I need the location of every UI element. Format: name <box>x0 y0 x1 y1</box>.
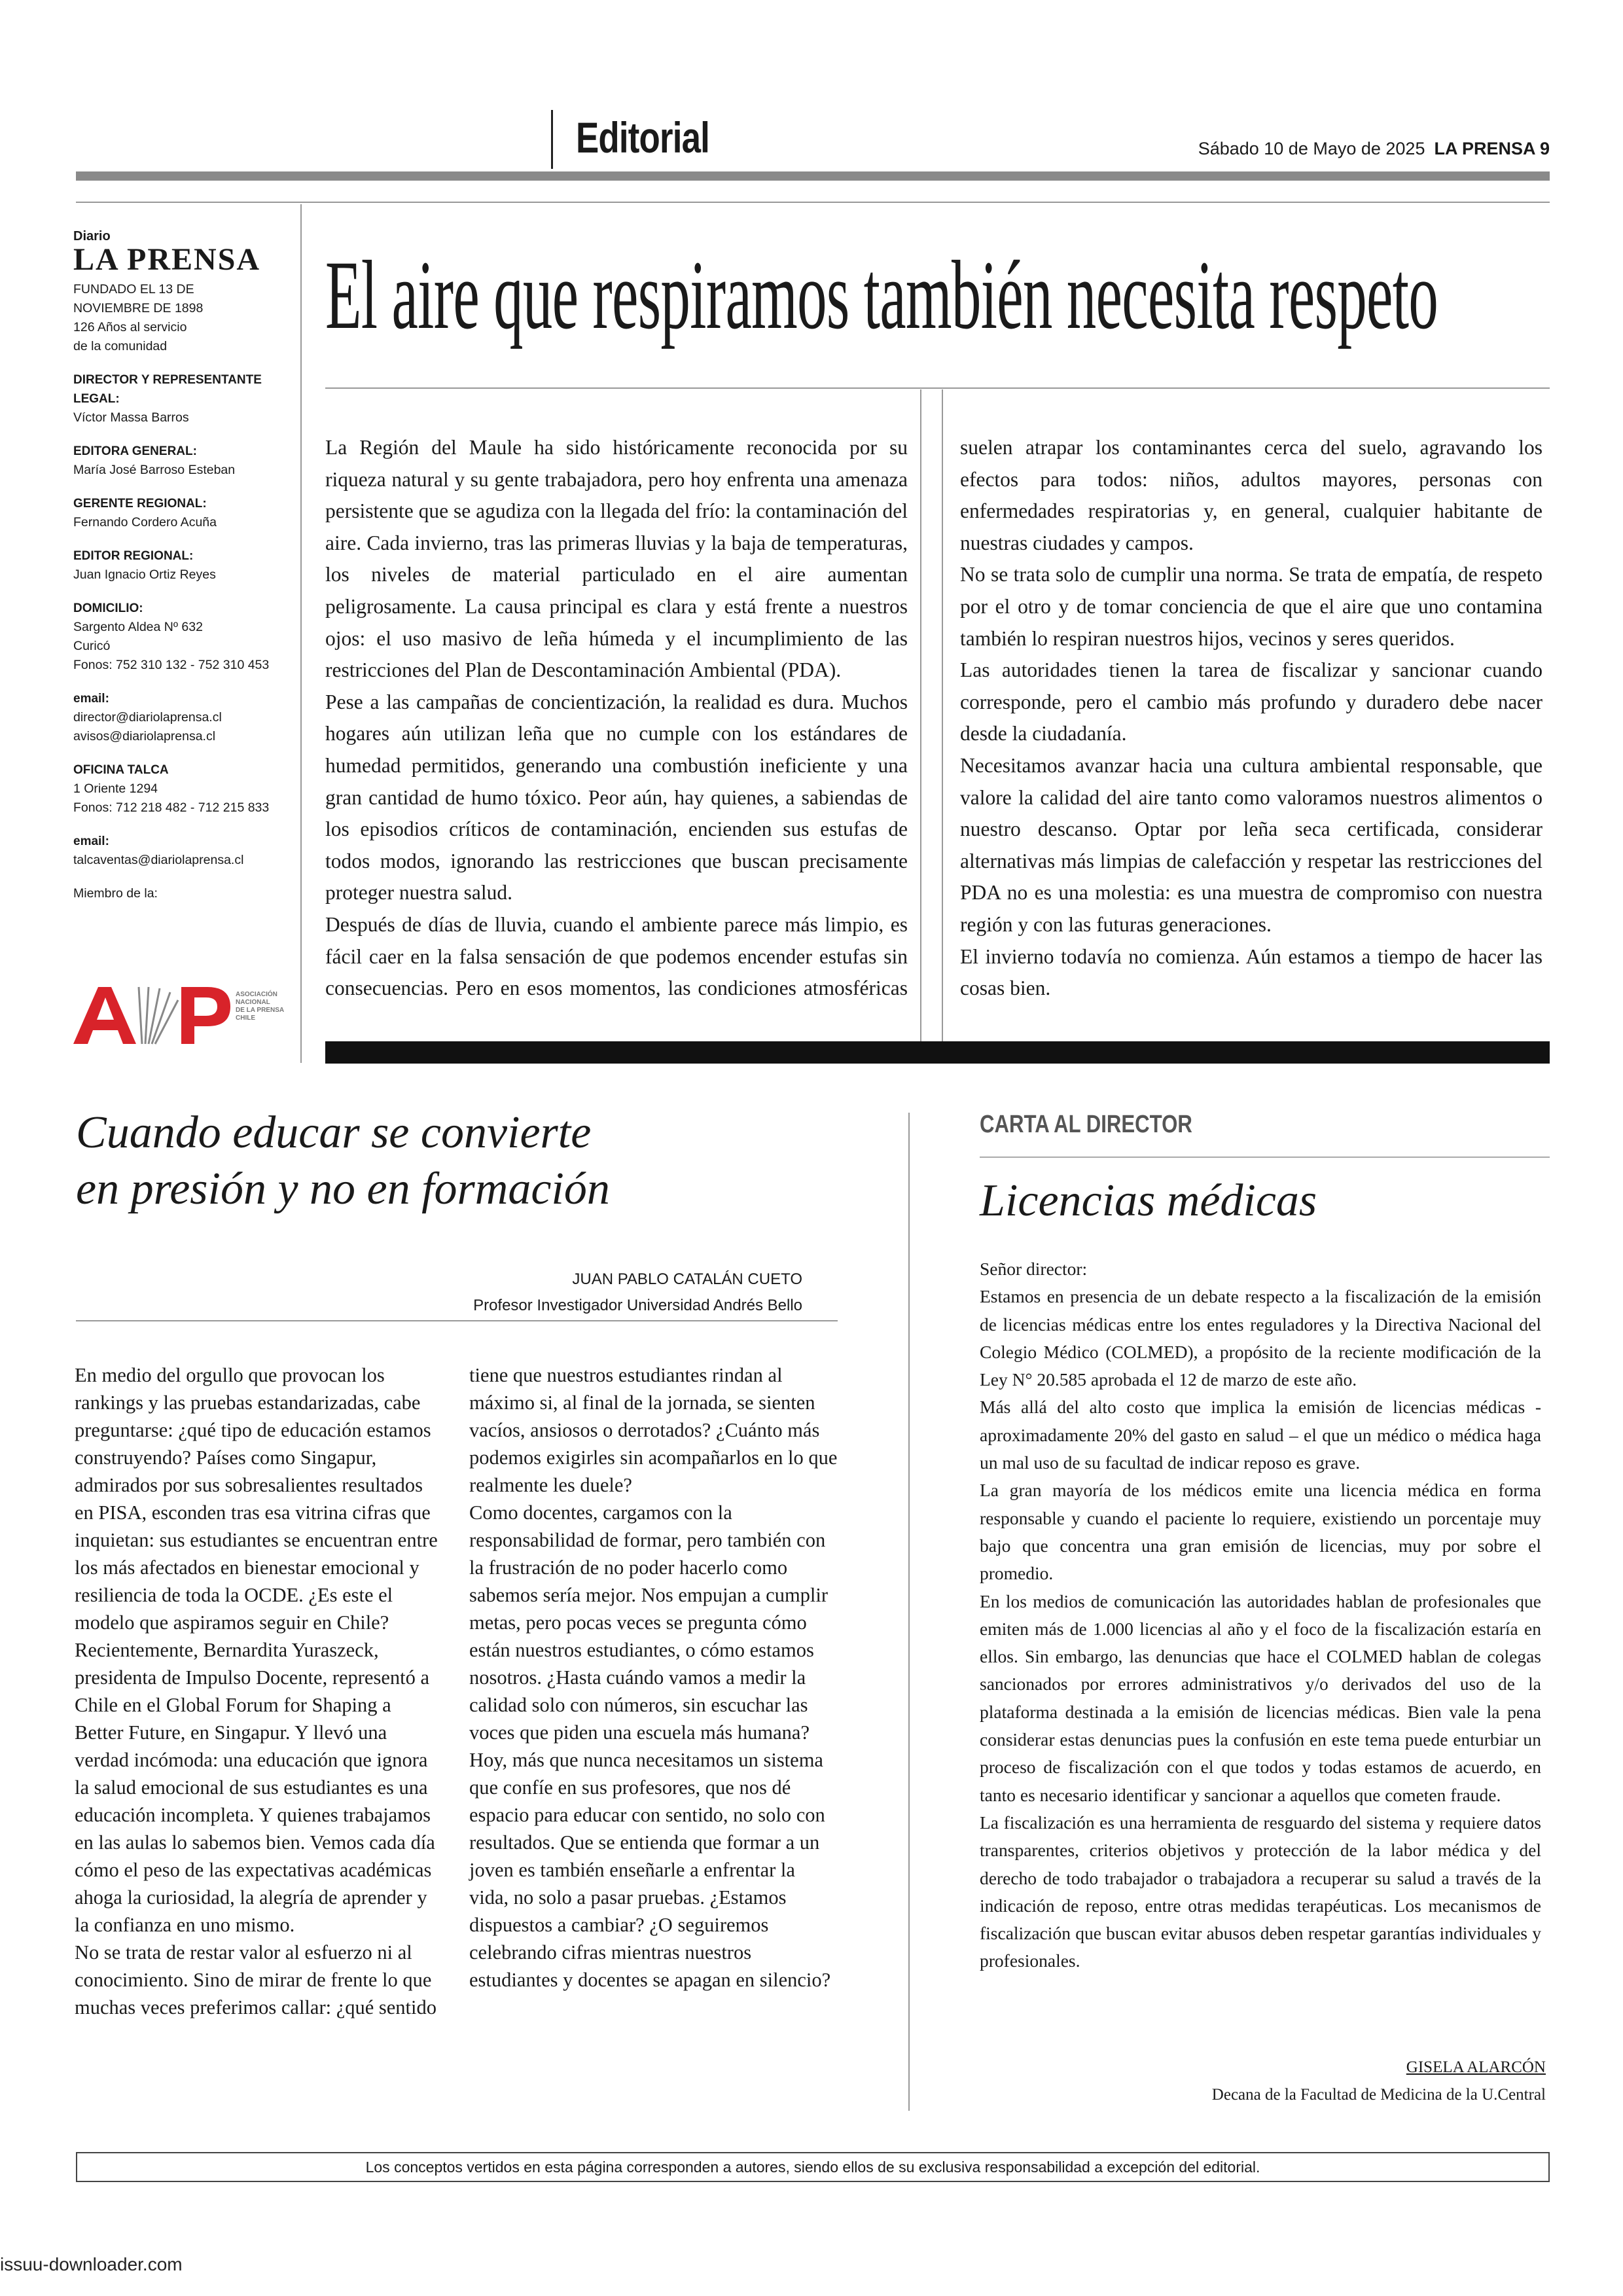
paragraph: El invierno todavía no comienza. Aún estamos a tiempo de hacer las cosas bien. <box>960 944 1543 1000</box>
paragraph: Pese a las campañas de concientización, la realidad es dura. Muchos hogares aún utilizan leña que no cumple con los estándares de humedad permitidos, generando una combustión ineficiente y una gran cantidad de humo tóxico. Peor aún, hay quienes, a sabiendas de los episodios críticos de contaminación, encienden sus estufas de todos modos, ignorando las restricciones que buscan precisamente proteger nuestra salud. <box>325 690 908 905</box>
disclaimer-footer: Los conceptos vertidos en esta página corresponden a autores, siendo ellos de su exclusiva responsabilidad a excepción del editorial. <box>76 2152 1550 2182</box>
info-value: Fernando Cordero Acuña <box>73 515 217 529</box>
signature-name: GISELA ALARCÓN <box>1406 2058 1546 2076</box>
sidebar-info-block <box>73 689 296 746</box>
paragraph: La gran mayoría de los médicos emite una licencia médica en forma responsable y cuando el paciente lo requiere, existiendo un porcentaje muy bajo que concentra una gran emisión de licencias, muy por sobre el promedio. <box>980 1480 1541 1584</box>
byline <box>473 1266 802 1319</box>
watermark: issuu-downloader.com <box>0 2254 183 2274</box>
paragraph: No se trata de restar valor al esfuerzo ni al conocimiento. Sino de mirar de frente lo que muchas veces preferimos callar: ¿qué sentido tiene que nuestros estudiantes rindan al máximo si, al final de la jornada, se sienten vacíos, ansiosos o derrotados? ¿Cuánto más podemos exigirles sin acompañarlos en lo que realmente les duele? <box>75 1364 838 2018</box>
paragraph: Recientemente, Bernardita Yuraszeck, presidenta de Impulso Docente, representó a Chile en el Global Forum for Shaping a Better Future, en Singapur. Y llevó una verdad incómoda: una educación que ignora la salud emocional de sus estudiantes es una educación incompleta. Y quienes trabajamos en las aulas lo sabemos bien. Vemos cada día cómo el peso de las expectativas académicas ahoga la curiosidad, la alegría de aprender y la confianza en uno mismo. <box>75 1639 435 1936</box>
paragraph: Más allá del alto costo que implica la emisión de licencias médicas -aproximadamente 20% del gasto en salud – el que un médico o médica haga un mal uso de su facultad de indicar reposo es grave. <box>980 1397 1541 1473</box>
issue-date: Sábado 10 de Mayo de 2025 <box>1198 139 1425 158</box>
info-label: GERENTE REGIONAL: <box>73 497 207 511</box>
opinion-headline <box>76 1105 610 1217</box>
editorial-body <box>325 432 1543 1005</box>
svg-text:NACIONAL: NACIONAL <box>236 999 270 1006</box>
letter-kicker: CARTA AL DIRECTOR <box>980 1111 1192 1138</box>
kicker-rule <box>980 1157 1550 1158</box>
paragraph: No se trata solo de cumplir una norma. Se trata de empatía, de respeto por el otro y de tomar conciencia de que el aire que uno contamina también lo respiran nuestros hijos, vecinos y seres queridos. <box>960 563 1543 650</box>
paragraph: Estamos en presencia de un debate respecto a la fiscalización de la emisión de licencias médicas entre los entes reguladores y la Directiva Nacional del Colegio Médico (COLMED), a propósito de la reciente modificación de la Ley N° 20.585 aprobada el 12 de marzo de este año. <box>980 1286 1541 1390</box>
header-bar <box>76 171 1550 181</box>
paragraph: Hoy, más que nunca necesitamos un sistema que confíe en sus profesores, que nos dé espacio para educar con sentido, no solo con resultados. Que se entienda que formar a un joven es también enseñarle a enfrentar la vida, no solo a pasar pruebas. ¿Estamos dispuestos a cambiar? ¿O seguiremos celebrando cifras mientras nuestros estudiantes y docentes se apagan en silencio? <box>469 1749 831 1991</box>
sidebar-divider <box>300 204 302 1063</box>
sidebar-info-block <box>73 547 296 584</box>
paragraph: La fiscalización es una herramienta de resguardo del sistema y requiere datos transparentes, criterios objetivos y protección de la labor médica y del derecho de todo trabajador o trabajadora a recuperar su salud a través de la indicación de reposo, entre otras medidas terapéuticas. Los mecanismos de fiscalización que buscan evitar abusos deben respetar garantías individuales y profesionales. <box>980 1812 1541 1971</box>
founded-info <box>73 280 296 356</box>
paragraph: Después de días de lluvia, cuando el ambiente parece más limpio, es fácil caer en la falsa sensación de que podemos encender estufas sin consecuencias. Pero en esos momentos, las condiciones atmosféricas suelen atrapar los contaminantes cerca del suelo, agravando los efectos para todos: niños, adultos mayores, personas con enfermedades respiratorias y, en general, cualquier habitante de nuestras ciudades y campos. <box>325 436 1543 1000</box>
svg-text:DE LA PRENSA: DE LA PRENSA <box>236 1007 285 1014</box>
sidebar-info-block <box>73 832 296 870</box>
info-value: Víctor Massa Barros <box>73 410 189 425</box>
info-value: Sargento Aldea Nº 632 <box>73 620 203 634</box>
paragraph: La Región del Maule ha sido históricamente reconocida por su riqueza natural y su gente trabajadora, pero hoy enfrenta una amenaza persistente que se agudiza con la llegada del frío: la contaminación del aire. Cada invierno, tras las primeras lluvias y la baja de temperaturas, los niveles de material particulado en el aire aumentan peligrosamente. La causa principal es clara y está frente a nuestros ojos: el uso masivo de leña húmeda y el incumplimiento de las restricciones del Plan de Descontaminación Ambiental (PDA). <box>325 436 908 682</box>
masthead-diario: Diario <box>73 229 111 243</box>
info-value[interactable]: director@diariolaprensa.cl <box>73 710 222 725</box>
signature-role: Decana de la Facultad de Medicina de la U.Central <box>1211 2086 1546 2104</box>
member-label: Miembro de la: <box>73 886 158 901</box>
founded-line: FUNDADO EL 13 DE <box>73 282 194 296</box>
info-value[interactable]: avisos@diariolaprensa.cl <box>73 729 216 744</box>
opinion-body <box>75 1361 838 2021</box>
author-name: JUAN PABLO CATALÁN CUETO <box>572 1270 802 1288</box>
sidebar-info-block <box>73 761 296 817</box>
info-value: 1 Oriente 1294 <box>73 781 158 796</box>
info-value: Fonos: 752 310 132 - 752 310 453 <box>73 658 270 672</box>
info-label: EDITORA GENERAL: <box>73 444 197 458</box>
page-number: LA PRENSA 9 <box>1434 139 1550 158</box>
info-value: Juan Ignacio Ortiz Reyes <box>73 567 216 582</box>
info-label: DIRECTOR Y REPRESENTANTE LEGAL: <box>73 373 262 406</box>
anp-logo <box>73 982 285 1050</box>
header-divider <box>551 110 553 169</box>
sidebar-info-block <box>73 599 296 675</box>
sidebar-info-block <box>73 494 296 532</box>
svg-text:ASOCIACIÓN: ASOCIACIÓN <box>236 991 277 998</box>
info-value: Fonos: 712 218 482 - 712 215 833 <box>73 800 270 815</box>
editorial-headline: El aire que respiramos también necesita respeto <box>325 241 1438 350</box>
section-bar <box>325 1041 1550 1064</box>
founded-line: de la comunidad <box>73 339 168 353</box>
info-label: EDITOR REGIONAL: <box>73 549 194 563</box>
info-value: María José Barroso Esteban <box>73 463 236 477</box>
paragraph: En los medios de comunicación las autoridades hablan de profesionales que emiten más de 1.000 licencias al año y el foco de la fiscalización estaría en ellos. Sin embargo, las denuncias que hace el COLMED hablan de colegas sancionados por errores administrativos y/o derivados del uso de la plataforma destinada a la emisión de licencias médicas. Bien vale la pena considerar estas denuncias pues la confusión en este tema puede enturbiar un proceso de fiscalización con el que todos y todas estamos de acuerdo, en tanto es necesario identificar y sancionar a aquellos que cometen fraude. <box>980 1590 1541 1805</box>
founded-line: NOVIEMBRE DE 1898 <box>73 301 204 315</box>
paragraph: Necesitamos avanzar hacia una cultura ambiental responsable, que valore la calidad del aire tanto como valoramos nuestros alimentos o nuestro descanso. Optar por leña seca certificada, considerar alternativas más limpias de calefacción y respetar las restricciones del PDA no es una molestia: es una muestra de compromiso con nuestra región y con las futuras generaciones. <box>960 753 1543 936</box>
letter-body <box>980 1255 1541 1975</box>
info-label: email: <box>73 834 109 848</box>
section-title: Editorial <box>576 113 710 162</box>
letter-headline: Licencias médicas <box>980 1175 1317 1226</box>
column-divider <box>908 1113 910 2111</box>
headline-line: en presión y no en formación <box>76 1164 610 1214</box>
salutation: Señor director: <box>980 1259 1088 1279</box>
byline-rule <box>76 1320 838 1321</box>
info-label: email: <box>73 692 109 706</box>
letter-signature <box>1212 2054 1546 2109</box>
paragraph: Las autoridades tienen la tarea de fiscalizar y sancionar cuando corresponde, pero el cambio más profundo y duradero debe nacer desde la ciudadanía. <box>960 658 1543 745</box>
headline-rule <box>325 387 1550 389</box>
headline-line: Cuando educar se convierte <box>76 1107 592 1158</box>
founded-line: 126 Años al servicio <box>73 320 187 334</box>
svg-text:CHILE: CHILE <box>236 1014 255 1022</box>
info-value[interactable]: talcaventas@diariolaprensa.cl <box>73 853 244 867</box>
masthead-brand: LA PRENSA <box>73 242 261 277</box>
sidebar-info-block <box>73 442 296 480</box>
info-label: OFICINA TALCA <box>73 763 169 777</box>
sidebar-info-block <box>73 370 296 427</box>
masthead-sidebar <box>73 229 296 903</box>
author-role: Profesor Investigador Universidad Andrés Bello <box>473 1297 802 1314</box>
paragraph: En medio del orgullo que provocan los rankings y las pruebas estandarizadas, cabe preguntarse: ¿qué tipo de educación estamos construyendo? Países como Singapur, admirados por sus sobresalientes resultados en PISA, esconden tras esa vitrina cifras que inquietan: sus estudiantes se encuentran entre los más afectados en bienestar emocional y resiliencia de toda la OCDE. ¿Es este el modelo que aspiramos seguir en Chile? <box>75 1364 438 1634</box>
dateline <box>1198 139 1550 159</box>
paragraph: Como docentes, cargamos con la responsabilidad de formar, pero también con la frustración de no poder hacerlo como sabemos sería mejor. Nos empujan a cumplir metas, pero pocas veces se pregunta cómo están nuestros estudiantes, o cómo estamos nosotros. ¿Hasta cuándo vamos a medir la calidad solo con números, sin escuchar las voces que piden una escuela más humana? <box>469 1501 829 1744</box>
info-label: DOMICILIO: <box>73 601 143 615</box>
header-rule <box>76 202 1550 203</box>
info-value: Curicó <box>73 639 111 653</box>
